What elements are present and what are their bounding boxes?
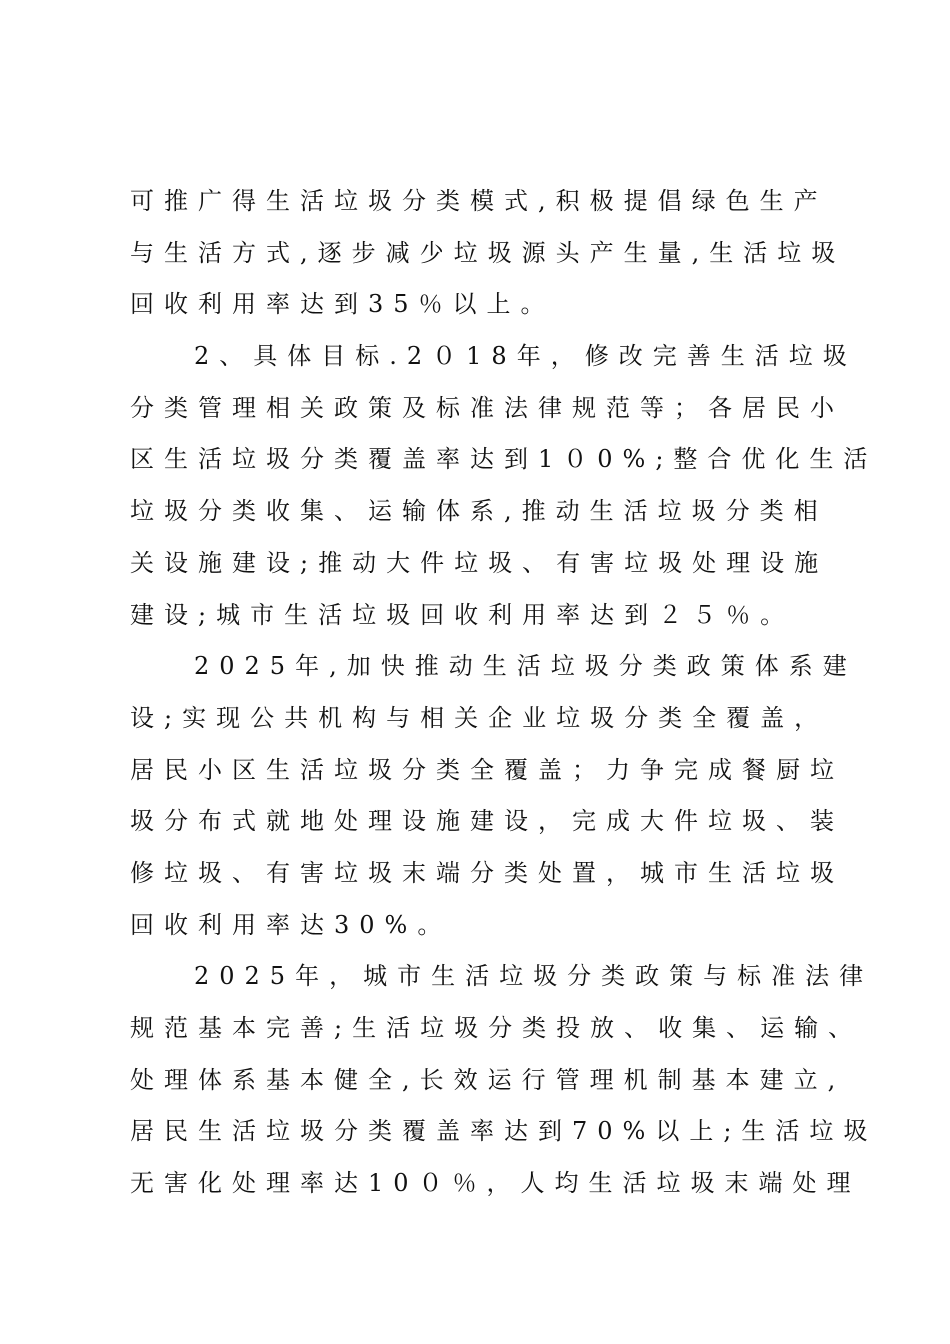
text-line: 处理体系基本健全,长效运行管理机制基本建立, <box>130 1065 846 1094</box>
paragraph-first-line: 2025年,加快推动生活垃圾分类政策体系建 <box>194 652 857 681</box>
text-line: 区生活垃圾分类覆盖率达到1０0%;整合优化生活 <box>130 445 878 474</box>
text-line: 居民生活垃圾分类覆盖率达到70%以上;生活垃圾 <box>130 1117 878 1146</box>
text-line: 居民小区生活垃圾分类全覆盖；力争完成餐厨垃 <box>130 755 844 784</box>
text-line: 修垃圾、有害垃圾末端分类处置，城市生活垃圾 <box>130 858 844 887</box>
document-body <box>130 176 878 1210</box>
text-line: 建设;城市生活垃圾回收利用率达到２５％。 <box>130 600 795 629</box>
paragraph-first-line: 2025年，城市生活垃圾分类政策与标准法律 <box>194 962 874 991</box>
text-line: 关设施建设;推动大件垃圾、有害垃圾处理设施 <box>130 548 829 577</box>
text-line: 可推广得生活垃圾分类模式,积极提倡绿色生产 <box>130 187 828 215</box>
text-line: 圾分布式就地处理设施建设，完成大件垃圾、装 <box>130 807 844 836</box>
paragraph-first-line: 2、具体目标.2０18年，修改完善生活垃圾 <box>194 342 857 371</box>
text-line: 垃圾分类收集、运输体系,推动生活垃圾分类相 <box>130 497 828 526</box>
text-line: 与生活方式,逐步减少垃圾源头产生量,生活垃圾 <box>130 238 846 267</box>
text-line: 回收利用率达到35％以上。 <box>130 290 555 319</box>
text-line: 回收利用率达30%。 <box>130 910 452 939</box>
text-line: 分类管理相关政策及标准法律规范等；各居民小 <box>130 393 844 422</box>
text-line: 规范基本完善;生活垃圾分类投放、收集、运输、 <box>130 1014 863 1042</box>
text-line: 设;实现公共机构与相关企业垃圾分类全覆盖， <box>130 703 829 732</box>
text-line: 无害化处理率达10０％，人均生活垃圾末端处理 <box>130 1169 861 1198</box>
